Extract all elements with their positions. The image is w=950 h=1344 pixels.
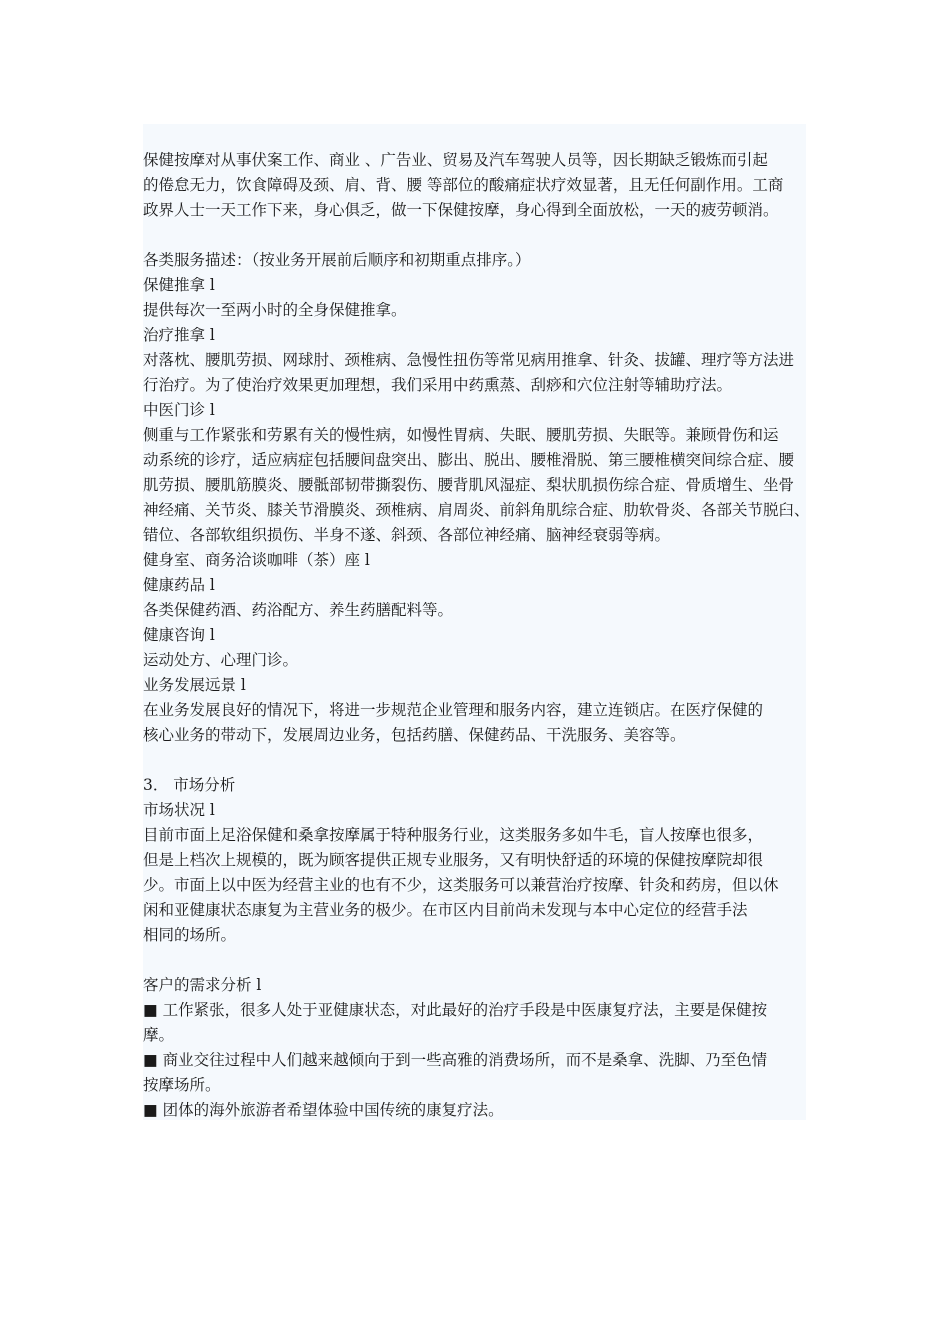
text-line: 相同的场所。	[143, 926, 237, 944]
text-line: 侧重与工作紧张和劳累有关的慢性病，如慢性胃病、失眠、腰肌劳损、失眠等。兼顾骨伤和运	[143, 426, 779, 444]
service-title: 保健推拿 l	[143, 276, 215, 294]
services-section	[143, 248, 833, 748]
demand-section	[143, 973, 833, 1123]
text-line: 保健按摩对从事伏案工作、商业 、广告业、贸易及汽车驾驶人员等，因长期缺乏锻炼而引起	[143, 151, 768, 169]
text-line: 目前市面上足浴保健和桑拿按摩属于特种服务行业，这类服务多如牛毛，盲人按摩也很多，	[143, 826, 764, 844]
text-line: 闲和亚健康状态康复为主营业务的极少。在市区内目前尚未发现与本中心定位的经营手法	[143, 901, 748, 919]
text-line: 各类保健药酒、药浴配方、养生药膳配料等。	[143, 601, 454, 619]
intro-paragraph	[143, 148, 833, 223]
text-line: 神经痛、关节炎、膝关节滑膜炎、颈椎病、肩周炎、前斜角肌综合症、肋软骨炎、各部关节脱臼、	[143, 501, 810, 519]
service-title: 健康咨询 l	[143, 626, 215, 644]
text-line: 按摩场所。	[143, 1076, 221, 1094]
service-title: 中医门诊 l	[143, 401, 215, 419]
text-line: 行治疗。为了使治疗效果更加理想，我们采用中药熏蒸、刮痧和穴位注射等辅助疗法。	[143, 376, 733, 394]
paragraph-gap	[143, 948, 833, 973]
service-title: 健身室、商务洽谈咖啡（茶）座 l	[143, 551, 370, 569]
text-line: 政界人士一天工作下来，身心俱乏，做一下保健按摩，身心得到全面放松，一天的疲劳顿消。	[143, 201, 779, 219]
text-line: 肌劳损、腰肌筋膜炎、腰骶部韧带撕裂伤、腰背肌风湿症、梨状肌损伤综合症、骨质增生、坐骨	[143, 476, 795, 494]
document-body	[143, 148, 833, 1123]
text-line: 核心业务的带动下，发展周边业务，包括药膳、保健药品、干洗服务、美容等。	[143, 726, 686, 744]
text-line: 摩。	[143, 1026, 175, 1044]
text-line: 但是上档次上规模的，既为顾客提供正规专业服务，又有明快舒适的环境的保健按摩院却很	[143, 851, 764, 869]
text-line: 少。市面上以中医为经营主业的也有不少，这类服务可以兼营治疗按摩、针灸和药房，但以休	[143, 876, 779, 894]
service-title: 健康药品 l	[143, 576, 215, 594]
bullet-line: ■ 工作紧张，很多人处于亚健康状态，对此最好的治疗手段是中医康复疗法，主要是保健按	[143, 1001, 768, 1019]
service-title: 业务发展远景 l	[143, 676, 246, 694]
subsection-title: 客户的需求分析 l	[143, 976, 262, 994]
bullet-line: ■ 商业交往过程中人们越来越倾向于到一些高雅的消费场所，而不是桑拿、洗脚、乃至色情	[143, 1051, 768, 1069]
section-heading: 3． 市场分析	[143, 776, 236, 794]
text-line: 提供每次一至两小时的全身保健推拿。	[143, 301, 407, 319]
market-section	[143, 773, 833, 948]
text-line: 动系统的诊疗，适应病症包括腰间盘突出、膨出、脱出、腰椎滑脱、第三腰椎横突间综合症、腰	[143, 451, 795, 469]
paragraph-gap	[143, 223, 833, 248]
paragraph-gap	[143, 748, 833, 773]
text-line: 的倦怠无力，饮食障碍及颈、肩、背、腰 等部位的酸痛症状疗效显著，且无任何副作用。工商	[143, 176, 784, 194]
text-line: 运动处方、心理门诊。	[143, 651, 299, 669]
text-line: 错位、各部软组织损伤、半身不遂、斜颈、各部位神经痛、脑神经衰弱等病。	[143, 526, 671, 544]
text-line: 在业务发展良好的情况下，将进一步规范企业管理和服务内容，建立连锁店。在医疗保健的	[143, 701, 764, 719]
text-line: 对落枕、腰肌劳损、网球肘、颈椎病、急慢性扭伤等常见病用推拿、针灸、拔罐、理疗等方法进	[143, 351, 795, 369]
subsection-title: 市场状况 l	[143, 801, 215, 819]
service-title: 治疗推拿 l	[143, 326, 215, 344]
section-heading: 各类服务描述：（按业务开展前后顺序和初期重点排序。）	[143, 251, 531, 269]
bullet-line: ■ 团体的海外旅游者希望体验中国传统的康复疗法。	[143, 1101, 504, 1119]
